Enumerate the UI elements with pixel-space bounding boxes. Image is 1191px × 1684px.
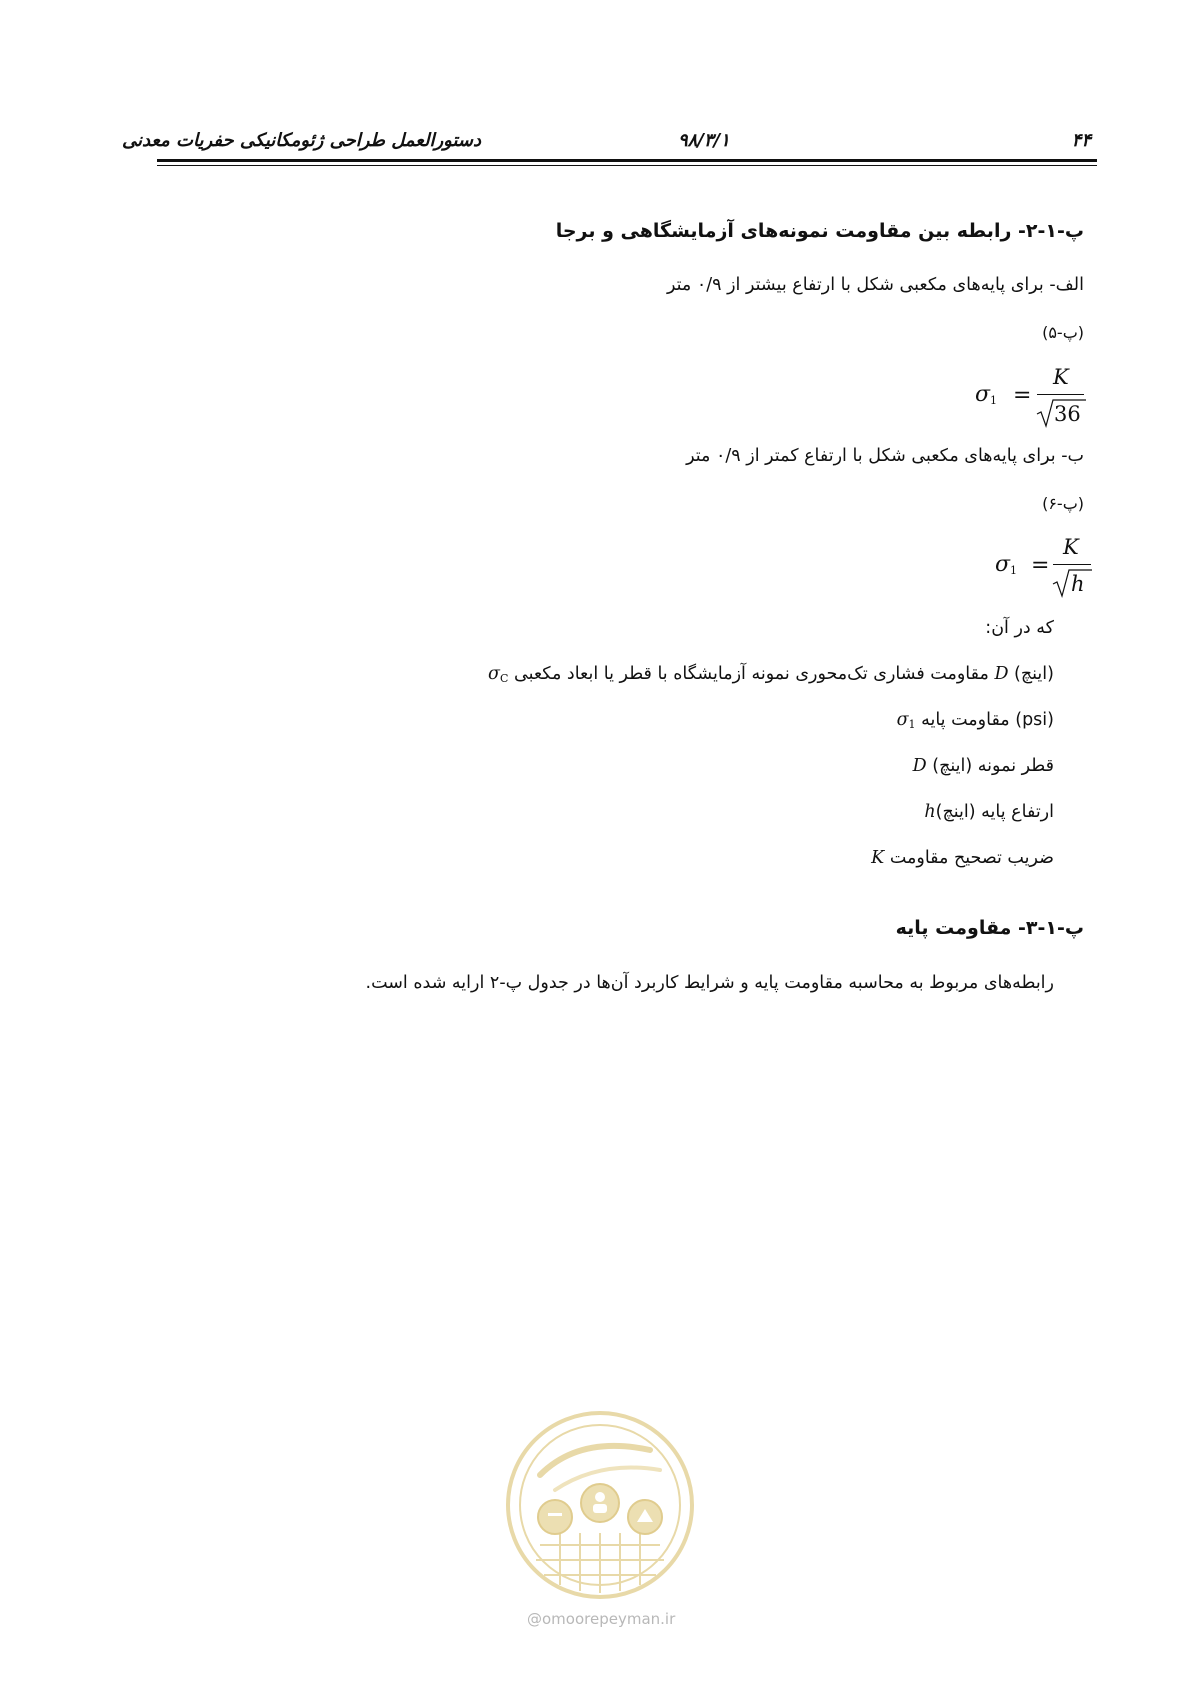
eq-lhs-subscript: 1: [990, 394, 998, 407]
header-rule-thin: [157, 165, 1097, 166]
where-text: که در آن:: [985, 618, 1054, 638]
symbol-subscript: 1: [908, 718, 916, 731]
header-date: ۹۸/۳/۱: [678, 130, 730, 151]
eq-lhs-subscript: 1: [1010, 564, 1018, 577]
fraction-bar: [1037, 394, 1084, 395]
section-heading: پ-۱-۳- مقاومت پایه: [895, 917, 1084, 939]
body-paragraph: رابطه‌های مربوط به محاسبه مقاومت پایه و شرایط کاربرد آن‌ها در جدول پ-۲ ارایه شده است.: [365, 973, 1054, 993]
symbol: D: [912, 756, 927, 776]
equals-sign: =: [1013, 383, 1032, 408]
symbol: h: [924, 802, 936, 822]
case-b-text: ب- برای پایه‌های مکعبی شکل با ارتفاع کمتر از ۰/۹ متر: [686, 446, 1084, 466]
equation-label: (پ-۵): [1042, 323, 1084, 342]
equation-6: [995, 535, 1095, 595]
symbol: D: [994, 664, 1009, 684]
definition-unit: (اینچ): [1008, 664, 1054, 684]
section-heading: پ-۱-۲- رابطه بین مقاومت نمونه‌های آزمایشگاهی و برجا: [555, 220, 1084, 242]
eq-lhs-symbol: σ: [995, 552, 1011, 577]
eq-denominator: 36: [1054, 402, 1081, 426]
eq-lhs-symbol: σ: [975, 382, 991, 407]
definition-d: [913, 756, 1054, 776]
symbol-subscript: C: [500, 672, 509, 685]
definition-k: [871, 848, 1054, 868]
watermark-url: @omoorepeyman.ir: [527, 1610, 676, 1628]
symbol: σ: [896, 710, 909, 730]
definition-h: [924, 802, 1054, 822]
fraction-bar: [1053, 564, 1091, 565]
definition-text: ضریب تصحیح مقاومت: [884, 848, 1054, 868]
symbol: σ: [488, 664, 500, 684]
equals-sign: =: [1031, 553, 1050, 578]
eq-numerator: K: [1063, 535, 1079, 559]
page-number: ۴۴: [1071, 130, 1091, 151]
eq-denominator: h: [1071, 572, 1085, 596]
symbol: K: [871, 848, 885, 868]
header-rule-thick: [157, 159, 1097, 162]
equation-5: [975, 365, 1085, 425]
definition-sigma-c: [488, 664, 1054, 685]
case-a-text: الف- برای پایه‌های مکعبی شکل با ارتفاع بیشتر از ۰/۹ متر: [666, 275, 1084, 295]
definition-text: مقاومت پایه (psi): [915, 710, 1054, 730]
equation-label: (پ-۶): [1042, 494, 1084, 513]
eq-numerator: K: [1053, 365, 1069, 389]
watermark-logo-icon: [500, 1405, 700, 1605]
header-title: دستورالعمل طراحی ژئومکانیکی حفریات معدنی: [121, 130, 481, 151]
definition-text: قطر نمونه (اینچ): [926, 756, 1054, 776]
definition-text: ارتفاع پایه (اینچ): [935, 802, 1054, 822]
definition-text: مقاومت فشاری تک‌محوری نمونه آزمایشگاه با قطر یا ابعاد مکعبی: [508, 664, 995, 684]
definition-sigma-1: [897, 710, 1054, 731]
